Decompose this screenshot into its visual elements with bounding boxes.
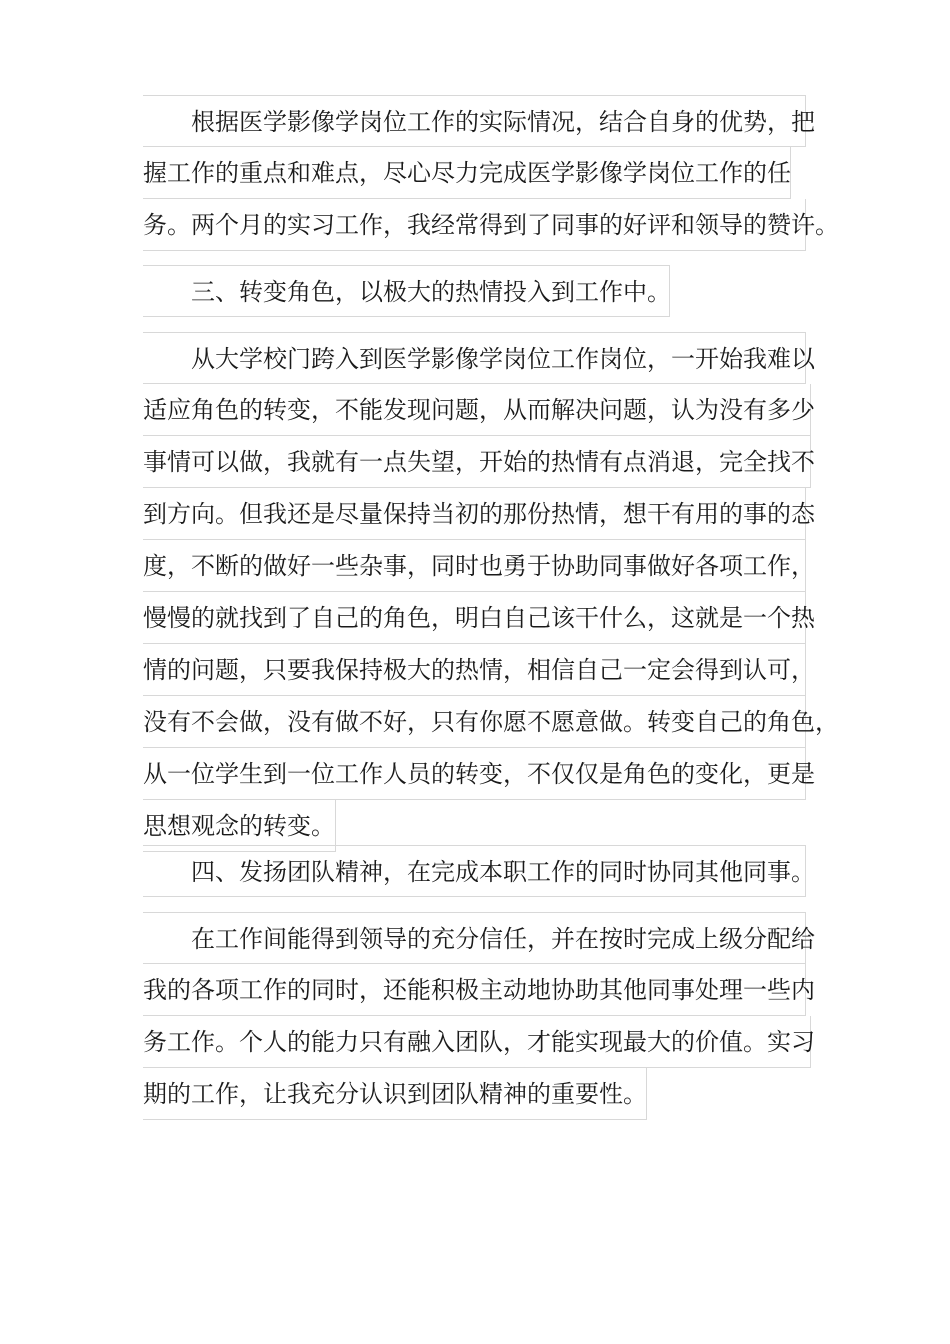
text-line: 根据医学影像学岗位工作的实际情况，结合自身的优势，把 xyxy=(143,95,806,147)
heading-text: 三、转变角色，以极大的热情投入到工作中。 xyxy=(143,265,670,317)
paragraph-3 xyxy=(143,912,815,1120)
text-line: 期的工作，让我充分认识到团队精神的重要性。 xyxy=(143,1068,647,1120)
text-line: 事情可以做，我就有一点失望，开始的热情有点消退，完全找不 xyxy=(143,436,811,488)
text-line: 适应角色的转变，不能发现问题，从而解决问题，认为没有多少 xyxy=(143,384,811,436)
text-line: 情的问题，只要我保持极大的热情，相信自己一定会得到认可， xyxy=(143,644,806,696)
text-line: 握工作的重点和难点，尽心尽力完成医学影像学岗位工作的任 xyxy=(143,147,791,199)
section-heading-4 xyxy=(143,845,815,897)
heading-text: 四、发扬团队精神，在完成本职工作的同时协同其他同事。 xyxy=(143,845,806,897)
text-line: 从大学校门跨入到医学影像学岗位工作岗位，一开始我难以 xyxy=(143,332,806,384)
paragraph-2 xyxy=(143,332,839,852)
text-line: 我的各项工作的同时，还能积极主动地协助其他同事处理一些内 xyxy=(143,964,806,1016)
text-line: 度，不断的做好一些杂事，同时也勇于协助同事做好各项工作， xyxy=(143,540,806,592)
section-heading-3 xyxy=(143,265,670,317)
text-line: 思想观念的转变。 xyxy=(143,800,336,852)
text-line: 到方向。但我还是尽量保持当初的那份热情，想干有用的事的态 xyxy=(143,488,806,540)
text-line: 务。两个月的实习工作，我经常得到了同事的好评和领导的赞许。 xyxy=(143,199,806,251)
text-line: 慢慢的就找到了自己的角色，明白自己该干什么，这就是一个热 xyxy=(143,592,806,644)
text-line: 在工作间能得到领导的充分信任，并在按时完成上级分配给 xyxy=(143,912,806,964)
text-line: 没有不会做，没有做不好，只有你愿不愿意做。转变自己的角色， xyxy=(143,696,806,748)
text-line: 务工作。个人的能力只有融入团队，才能实现最大的价值。实习 xyxy=(143,1016,811,1068)
paragraph-1 xyxy=(143,95,839,251)
text-line: 从一位学生到一位工作人员的转变，不仅仅是角色的变化，更是 xyxy=(143,748,806,800)
